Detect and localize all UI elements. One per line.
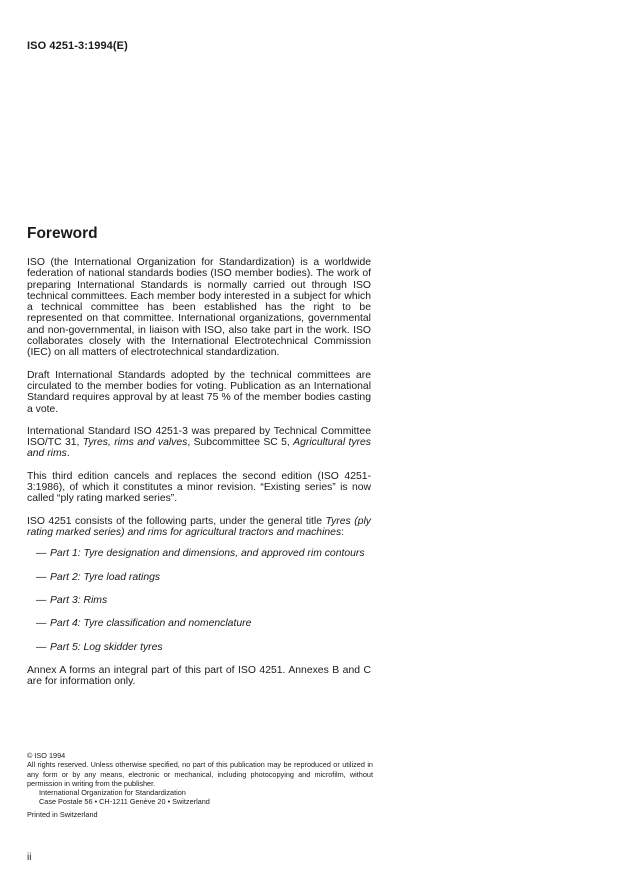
parts-list [27,548,371,653]
list-item [36,642,371,653]
page-number: ii [27,852,32,863]
part-label: Part 2: Tyre load ratings [50,571,161,583]
preparation-text-2: , Subcommittee SC 5, [187,437,294,449]
preparation-text-3: . [66,448,70,460]
page-title: Foreword [27,225,98,242]
part-label: Part 5: Log skidder tyres [50,641,163,653]
dash-marker: — [36,618,47,630]
organization-address: Case Postale 56 • CH-1211 Genève 20 • Switzerland [39,797,210,807]
subcommittee-title: Agricultural tyres and rims [27,437,371,460]
preparation-text-1: International Standard ISO 4251-3 was prepared by Technical Committee ISO/TC 31, [27,425,371,449]
document-header-standard-id: ISO 4251-3:1994(E) [27,40,128,52]
paragraph-about-iso: ISO (the International Organization for Standardization) is a worldwide federation of national standards bodies (ISO member bodies). The work of preparing International Standards is normally carried out through ISO technical committees. Each member body interested in a subject for which a technical committee has been established has the right to be represented on that committee. International organizations, governmental and non-governmental, in liaison with ISO, also take part in the work. ISO collaborates closely with the International Electrotechnical Commission (IEC) on all matters of electrotechnical standardization. [27,257,371,359]
general-title: Tyres (ply rating marked series) and rims for agricultural tractors and machines [27,515,371,538]
foreword-body [27,257,371,699]
part-label: Part 3: Rims [50,595,108,607]
list-item [36,595,371,606]
parts-intro-text-2: : [341,526,345,538]
paragraph-preparation [27,426,371,460]
dash-marker: — [36,548,47,560]
rights-notice: All rights reserved. Unless otherwise specified, no part of this publication may be reproduced or utilized in any form or by any means, electronic or mechanical, including photocopying and microfilm, without permission in writing from the publisher. [27,760,373,788]
organization-name: International Organization for Standardization [39,788,186,798]
printed-location: Printed in Switzerland [27,809,98,819]
paragraph-edition: This third edition cancels and replaces the second edition (ISO 4251-3:1986), of which it constitutes a minor revision. “Existing series” is now called “ply rating marked series”. [27,470,371,505]
part-label: Part 4: Tyre classification and nomenclature [50,618,252,630]
part-label: Part 1: Tyre designation and dimensions, and approved rim contours [50,548,365,560]
list-item [36,618,371,629]
dash-marker: — [36,595,47,607]
paragraph-voting: Draft International Standards adopted by the technical committees are circulated to the member bodies for voting. Publication as an International Standard requires approval by at least 75 % of the member bodies casting a vote. [27,369,371,415]
list-item [36,572,371,583]
dash-marker: — [36,641,47,653]
copyright-line: © ISO 1994 [27,751,66,760]
committee-title: Tyres, rims and valves [82,437,188,449]
copyright-block [27,751,373,819]
list-item [36,548,371,559]
paragraph-parts-intro [27,516,371,539]
dash-marker: — [36,571,47,583]
paragraph-annexes: Annex A forms an integral part of this part of ISO 4251. Annexes B and C are for information only. [27,665,371,688]
parts-intro-text-1: ISO 4251 consists of the following parts, under the general title [27,515,326,527]
